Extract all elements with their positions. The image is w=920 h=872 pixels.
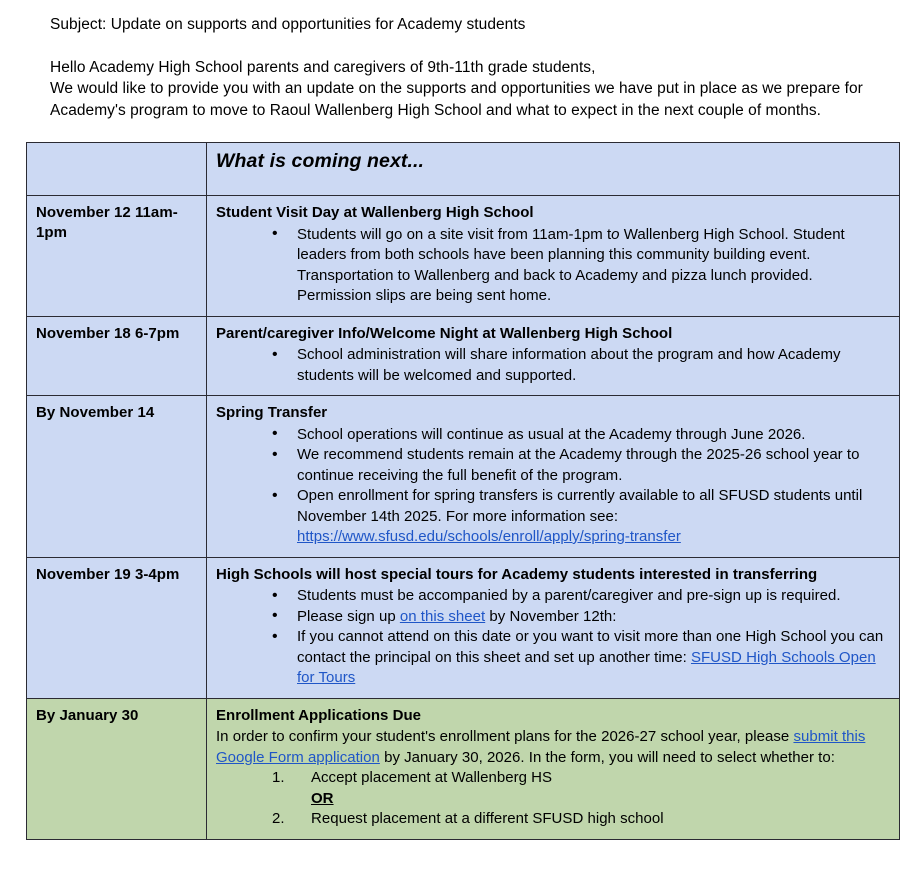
- email-intro: [0, 0, 920, 121]
- list-item: • We recommend students remain at the Academy through the 2025-26 school year to continue receiving the full benefit of the program.: [272, 445, 891, 486]
- list-item: [272, 607, 891, 628]
- table-header-row: [27, 143, 900, 196]
- bullet-list: [216, 586, 891, 689]
- list-item: [272, 768, 891, 809]
- table-row: [27, 396, 900, 558]
- row-title: High Schools will host special tours for Academy students interested in transferring: [216, 565, 818, 583]
- bullet-text-pre: If you cannot attend on this date or you want to visit more than one High School you can contact the principal on this sheet and set up another time:: [297, 628, 884, 666]
- row-title: Enrollment Applications Due: [216, 706, 422, 724]
- bullet-text-pre: Open enrollment for spring transfers is currently available to all SFUSD students until November 14th 2025. For more information see:: [297, 487, 863, 525]
- row-what-content: [207, 698, 900, 839]
- row-when-date: November 19 3-4pm: [27, 557, 207, 698]
- greeting-line: Hello Academy High School parents and caregivers of 9th-11th grade students,: [50, 58, 596, 76]
- google-form-link[interactable]: submit this Google Form application: [216, 728, 866, 766]
- list-item: Request placement at a different SFUSD high school: [311, 810, 664, 827]
- row-what-content: [207, 196, 900, 317]
- paragraph-text-post: by January 30, 2026. In the form, you will need to select whether to:: [379, 748, 835, 766]
- bullet-list: [216, 345, 891, 386]
- numbered-item-text: Accept placement at Wallenberg HS: [311, 769, 553, 786]
- spring-transfer-link[interactable]: https://www.sfusd.edu/schools/enroll/apply/spring-transfer: [297, 528, 681, 545]
- subject-line: Subject: Update on supports and opportunities for Academy students: [50, 16, 526, 33]
- bullet-text-pre: Students will go on a site visit from 11am-1pm t: [297, 225, 612, 243]
- paragraph-text-pre: In order to confirm your student's enrollment plans for the 2026-27 school year, please: [216, 728, 794, 745]
- schedule-table-wrapper: [0, 142, 920, 840]
- row-paragraph: [216, 727, 891, 768]
- list-item: [272, 627, 891, 689]
- row-title: Spring Transfer: [216, 404, 328, 421]
- bullet-list: [216, 225, 891, 307]
- bullet-text-post: by November 12th:: [485, 607, 617, 625]
- row-title: Student Visit Day at Wallenberg High School: [216, 204, 534, 221]
- open-for-tours-link[interactable]: SFUSD High Schools Open for Tours: [297, 648, 876, 686]
- bullet-text-post: Wallenberg High School. Student leaders from both schools have been planning this community building event. Transportation to Wallenberg and back to Academy and pizza lunch provided. Permission slips are being sent home.: [297, 225, 845, 304]
- table-row: [27, 557, 900, 698]
- table-row: [27, 698, 900, 839]
- bullet-text-pre: Please sign up: [297, 607, 400, 625]
- table-row: [27, 316, 900, 396]
- sign-up-sheet-link[interactable]: on this sheet: [399, 607, 486, 625]
- row-what-content: [207, 396, 900, 558]
- header-cell-what: What is coming next...: [207, 143, 900, 196]
- row-when-date: November 18 6-7pm: [27, 316, 207, 396]
- row-when-date: By November 14: [27, 396, 207, 558]
- bullet-list: [216, 425, 891, 548]
- table-row: [27, 196, 900, 317]
- schedule-table: [26, 142, 900, 840]
- row-what-content: [207, 557, 900, 698]
- row-what-content: [207, 316, 900, 396]
- list-item: [272, 486, 891, 548]
- row-when-date: November 12 11am-1pm: [27, 196, 207, 317]
- list-item: [272, 225, 891, 307]
- bullet-text-italic: o: [611, 225, 620, 243]
- intro-paragraph: We would like to provide you with an update on the supports and opportunities we have put in place as we prepare for Academy's program to move to Raoul Wallenberg High School and what to expect in the next couple of months.: [50, 80, 863, 119]
- intro-spacer: [50, 36, 894, 57]
- row-when-date: By January 30: [27, 698, 207, 839]
- header-cell-when: [27, 143, 207, 196]
- row-title: Parent/caregiver Info/Welcome Night at Wallenberg High School: [216, 324, 673, 342]
- or-separator: OR: [311, 789, 334, 807]
- list-item: • School administration will share information about the program and how Academy students will be welcomed and supported.: [272, 345, 891, 386]
- numbered-list: [216, 768, 891, 830]
- list-item: • Students must be accompanied by a parent/caregiver and pre-sign up is required.: [272, 586, 891, 607]
- list-item: • School operations will continue as usual at the Academy through June 2026.: [272, 425, 891, 446]
